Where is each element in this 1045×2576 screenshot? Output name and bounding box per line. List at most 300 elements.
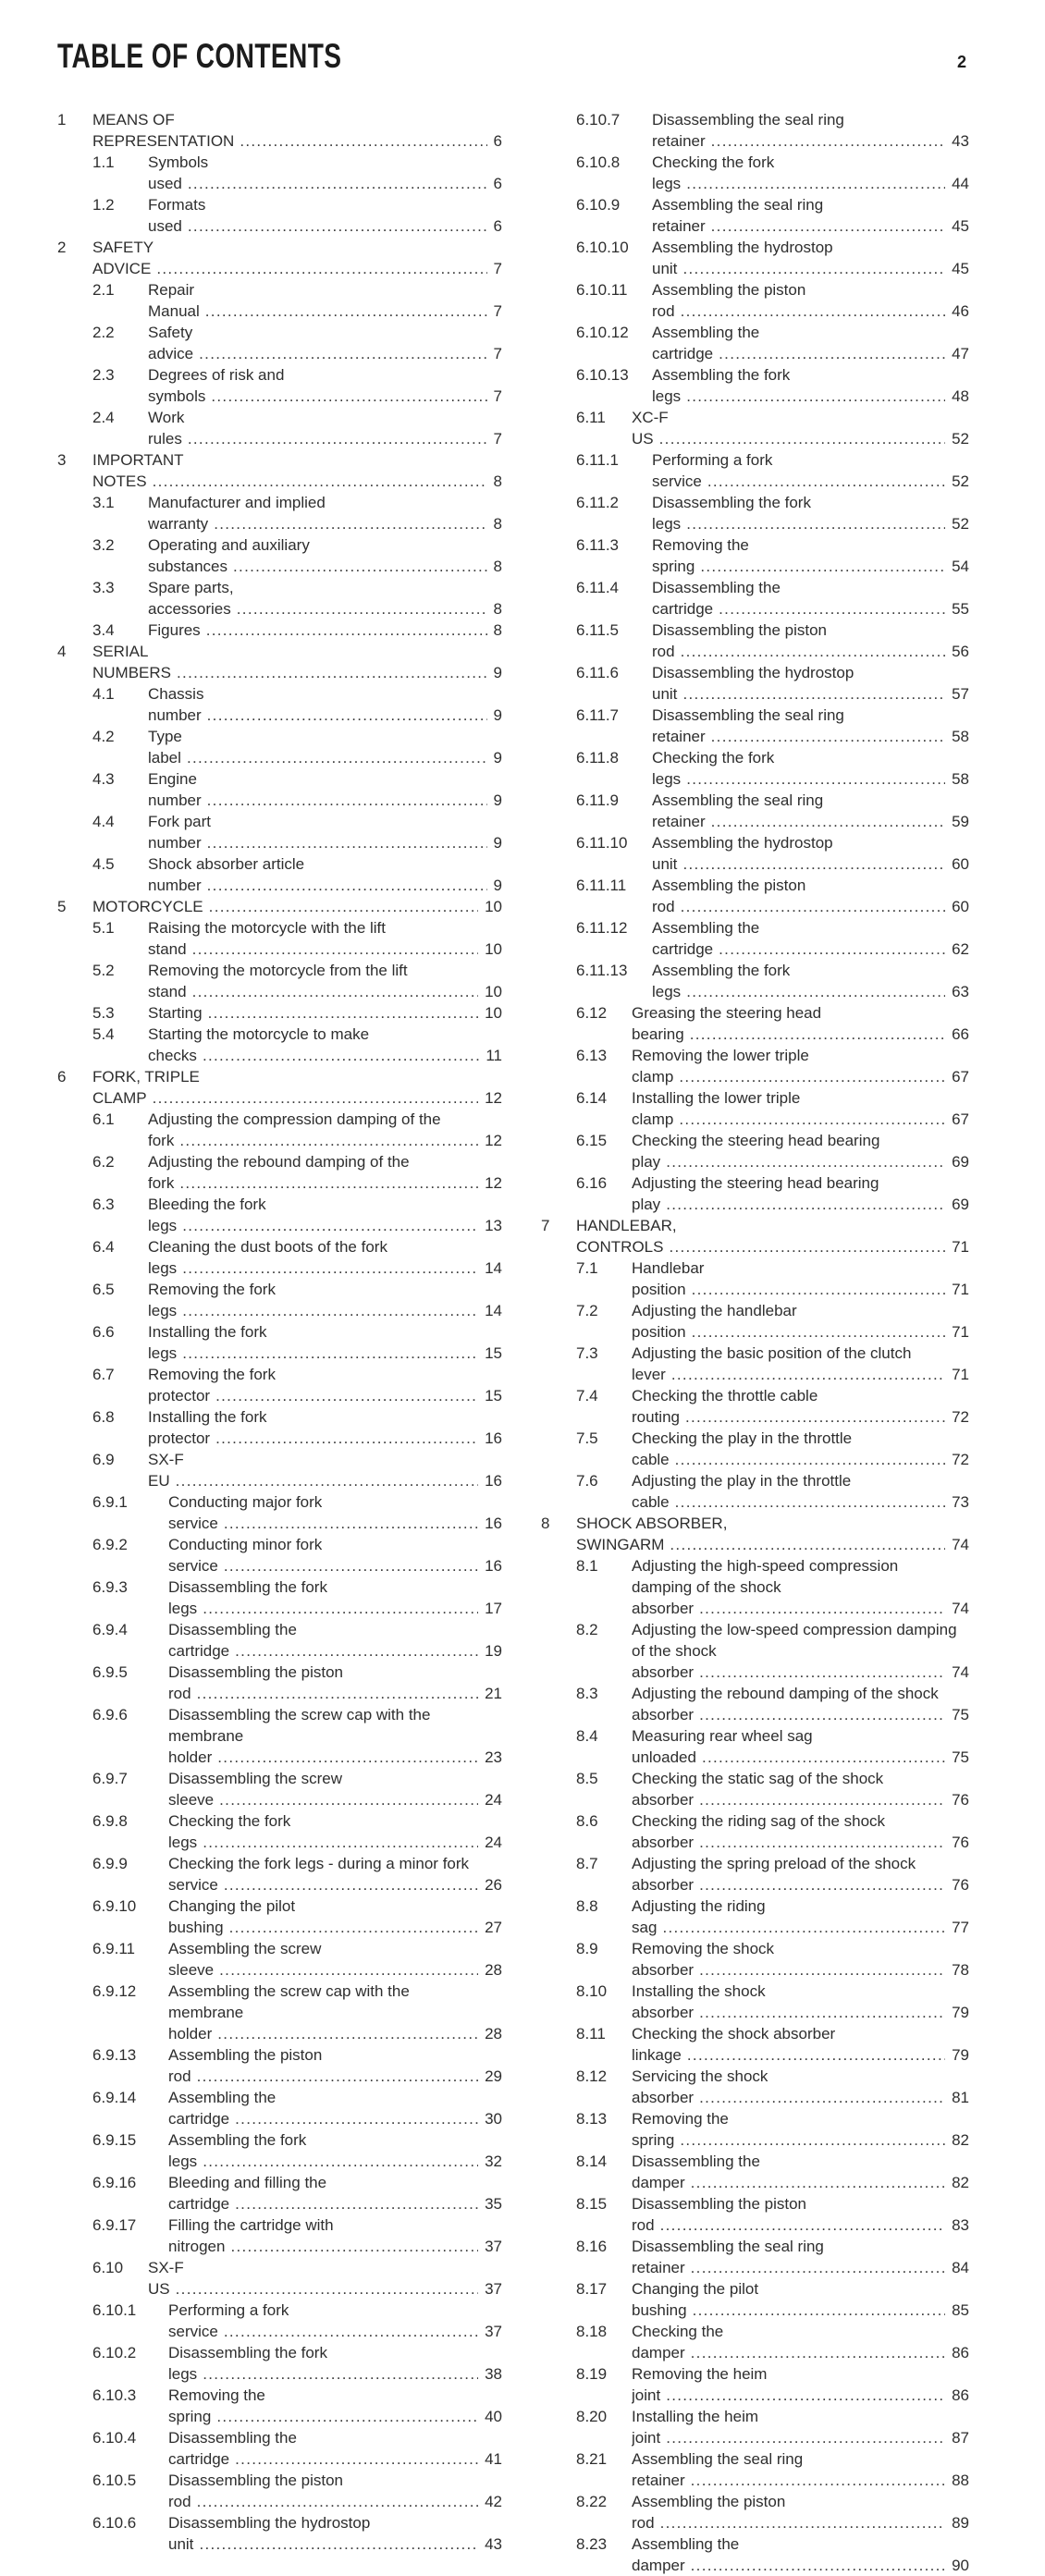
toc-entry-title: Assembling the seal ring retainer ..... [632, 2450, 969, 2489]
toc-entry-title: Checking the riding sag of the shock absorber ..... [632, 1812, 969, 1851]
toc-entry [541, 1343, 969, 1385]
toc-entry [541, 2066, 969, 2108]
toc-entry-number: 7.4 [576, 1387, 598, 1405]
toc-entry-page: 10 [478, 981, 502, 1002]
toc-entry-number: 6.11.13 [576, 962, 628, 979]
toc-entry-page: 40 [478, 2406, 502, 2427]
toc-entry-title: Assembling the hydrostop unit ..... [652, 834, 969, 873]
toc-entry-page: 12 [478, 1087, 502, 1109]
toc-entry-page: 41 [478, 2448, 502, 2470]
toc-entry-title: Adjusting the steering head bearing play ..... [632, 1174, 969, 1213]
page-title: TABLE OF CONTENTS [57, 37, 342, 75]
toc-entry-title: Disassembling the seal ring retainer ..... [652, 706, 969, 745]
toc-entry-page: 7 [487, 258, 502, 279]
toc-entry-number: 4.5 [92, 855, 115, 873]
toc-entry-number: 6.9.7 [92, 1770, 128, 1787]
toc-entry-number: 2.1 [92, 281, 115, 299]
toc-entry-page: 26 [478, 1874, 502, 1895]
toc-entry [57, 2044, 502, 2087]
toc-entry-title: Filling the cartridge with nitrogen ..... [168, 2216, 502, 2255]
toc-entry [57, 2470, 502, 2512]
toc-entry [57, 1236, 502, 1279]
toc-entry [541, 1981, 969, 2023]
toc-entry-title: Assembling the damper ..... [632, 2535, 969, 2574]
toc-entry-page: 9 [487, 832, 502, 853]
toc-entry-number: 6.10.2 [92, 2344, 137, 2361]
toc-entry-page: 13 [478, 1215, 502, 1236]
toc-entry [541, 2278, 969, 2321]
toc-entry-number: 1 [57, 111, 67, 129]
toc-entry [57, 2172, 502, 2214]
toc-entry-page: 9 [487, 790, 502, 811]
toc-entry-number: 8.18 [576, 2323, 608, 2340]
toc-entry-page: 59 [945, 811, 969, 832]
toc-entry-title: Adjusting the handlebar position ..... [632, 1302, 969, 1341]
toc-entry-number: 8.11 [576, 2025, 606, 2042]
toc-entry [541, 2363, 969, 2406]
toc-entry-number: 6.5 [92, 1281, 115, 1298]
toc-entry-page: 24 [478, 1789, 502, 1810]
toc-entry-page: 27 [478, 1917, 502, 1938]
toc-entry [541, 2406, 969, 2448]
toc-entry [541, 619, 969, 662]
toc-entry-number: 5 [57, 898, 67, 915]
toc-entry [541, 1002, 969, 1045]
toc-entry-number: 6.13 [576, 1047, 608, 1064]
toc-entry-page: 9 [487, 875, 502, 896]
toc-entry-number: 1.1 [92, 153, 115, 171]
toc-entry-page: 63 [945, 981, 969, 1002]
toc-entry-page: 71 [945, 1236, 969, 1257]
toc-entry [541, 534, 969, 577]
toc-entry [57, 1938, 502, 1981]
toc-entry-page: 8 [487, 619, 502, 641]
toc-entry-page: 69 [945, 1194, 969, 1215]
toc-entry [541, 790, 969, 832]
toc-entry-title: Measuring rear wheel sag unloaded ..... [632, 1727, 969, 1766]
toc-entry-title: Adjusting the high-speed compression damping of the shock absorber ..... [632, 1557, 969, 1617]
toc-entry-number: 6.9.3 [92, 1578, 128, 1596]
toc-entry-number: 6.9.17 [92, 2216, 137, 2234]
toc-entry [57, 1619, 502, 1662]
toc-entry-page: 45 [945, 215, 969, 237]
toc-entry-title: Disassembling the piston rod ..... [632, 2195, 969, 2234]
toc-entry [57, 407, 502, 449]
toc-entry-title: Raising the motorcycle with the lift stand ..... [148, 919, 502, 958]
toc-entry-number: 5.2 [92, 962, 115, 979]
toc-entry-title: Adjusting the low-speed compression damping of the shock absorber ..... [632, 1621, 969, 1681]
toc-entry [57, 619, 502, 641]
toc-entry-page: 88 [945, 2470, 969, 2491]
toc-entry-number: 6.10.4 [92, 2429, 137, 2447]
toc-entry-title: Disassembling the seal ring retainer ..... [632, 2238, 969, 2276]
toc-entry [541, 1087, 969, 1130]
toc-entry-title: Shock absorber article number ..... [148, 855, 502, 894]
toc-entry-title: Assembling the piston rod ..... [652, 281, 969, 320]
toc-entry-page: 45 [945, 258, 969, 279]
toc-entry-number: 6.9.12 [92, 1982, 137, 2000]
toc-entry-page: 57 [945, 683, 969, 705]
toc-entry-title: Assembling the screw cap with the membrane holder ..... [168, 1982, 502, 2042]
toc-entry-title: Adjusting the compression damping of the fork ..... [148, 1110, 502, 1149]
toc-entry-number: 6 [57, 1068, 67, 1086]
toc-entry-title: Assembling the cartridge ..... [652, 919, 969, 958]
toc-entry-title: Assembling the fork legs ..... [652, 366, 969, 405]
toc-entry-page: 79 [945, 2002, 969, 2023]
toc-entry-number: 6.9.9 [92, 1855, 128, 1872]
toc-entry-number: 8.8 [576, 1897, 598, 1915]
toc-entry-title: Disassembling the hydrostop unit ..... [168, 2514, 502, 2553]
toc-entry-title: Changing the pilot bushing ..... [168, 1897, 502, 1936]
toc-entry [57, 2342, 502, 2385]
toc-entry-page: 16 [478, 1470, 502, 1491]
toc-entry [57, 1321, 502, 1364]
toc-entry-number: 6.9 [92, 1451, 115, 1468]
toc-entry-page: 54 [945, 556, 969, 577]
toc-entry-page: 12 [478, 1172, 502, 1194]
toc-entry-title: Engine number ..... [148, 770, 502, 809]
toc-entry-page: 43 [478, 2533, 502, 2555]
toc-entry-number: 6.10.8 [576, 153, 621, 171]
toc-entry-title: Disassembling the cartridge ..... [652, 579, 969, 618]
toc-entry [57, 577, 502, 619]
toc-entry-page: 14 [478, 1257, 502, 1279]
toc-entry-page: 48 [945, 386, 969, 407]
toc-entry-page: 8 [487, 513, 502, 534]
toc-entry [57, 896, 502, 917]
toc-entry-number: 8.15 [576, 2195, 608, 2213]
toc-entry-title: Adjusting the rebound damping of the fork ..... [148, 1153, 502, 1192]
toc-entry [541, 1385, 969, 1428]
toc-entry-number: 6.11.11 [576, 877, 627, 894]
toc-entry-title: Assembling the piston rod ..... [168, 2046, 502, 2085]
toc-entry-title: Assembling the piston rod ..... [652, 877, 969, 915]
toc-entry-title: Greasing the steering head bearing ..... [632, 1004, 969, 1043]
toc-entry [541, 1895, 969, 1938]
toc-entry-page: 37 [478, 2278, 502, 2300]
toc-entry [541, 237, 969, 279]
toc-entry [541, 449, 969, 492]
toc-entry-page: 7 [487, 428, 502, 449]
toc-entry-number: 7.1 [576, 1259, 598, 1277]
toc-entry-page: 10 [478, 1002, 502, 1024]
toc-entry-page: 9 [487, 705, 502, 726]
toc-entry-title: Assembling the fork legs ..... [168, 2131, 502, 2170]
toc-entry-number: 8.10 [576, 1982, 608, 2000]
toc-entry-page: 71 [945, 1364, 969, 1385]
toc-entry-title: SHOCK ABSORBER, SWINGARM ..... [576, 1515, 969, 1553]
toc-entry-page: 89 [945, 2512, 969, 2533]
toc-entry-title: Disassembling the damper ..... [632, 2153, 969, 2191]
toc-entry-number: 2 [57, 239, 67, 256]
toc-entry-number: 8.23 [576, 2535, 608, 2553]
toc-entry-title: Handlebar position ..... [632, 1259, 969, 1298]
toc-entry-page: 44 [945, 173, 969, 194]
toc-entry-number: 2.3 [92, 366, 115, 384]
toc-entry-page: 21 [478, 1683, 502, 1704]
toc-entry-page: 75 [945, 1704, 969, 1725]
toc-entry [57, 2129, 502, 2172]
toc-entry-page: 52 [945, 471, 969, 492]
toc-entry-number: 6.14 [576, 1089, 608, 1107]
toc-entry [541, 2533, 969, 2576]
toc-entry-page: 76 [945, 1789, 969, 1810]
toc-entry-number: 6.9.14 [92, 2089, 137, 2106]
page-header [0, 0, 1045, 76]
toc-entry-number: 8.22 [576, 2493, 608, 2510]
toc-entry-page: 73 [945, 1491, 969, 1513]
toc-entry [57, 1853, 502, 1895]
toc-entry-number: 8.17 [576, 2280, 608, 2298]
toc-entry-title: Adjusting the riding sag ..... [632, 1897, 969, 1936]
toc-entry-number: 6.9.8 [92, 1812, 128, 1830]
toc-entry [57, 2427, 502, 2470]
toc-entry [541, 917, 969, 960]
toc-entry-number: 8.4 [576, 1727, 598, 1745]
toc-entry-page: 60 [945, 853, 969, 875]
toc-entry-title: Performing a fork service ..... [168, 2301, 502, 2340]
toc-entry-number: 6.9.10 [92, 1897, 137, 1915]
toc-entry [57, 1491, 502, 1534]
toc-entry-page: 10 [478, 938, 502, 960]
toc-entry [541, 1470, 969, 1513]
toc-entry-number: 6.7 [92, 1366, 115, 1383]
toc-entry-page: 43 [945, 130, 969, 152]
toc-entry-title: Checking the steering head bearing play ..... [632, 1132, 969, 1171]
toc-entry [57, 2257, 502, 2300]
toc-entry-page: 83 [945, 2214, 969, 2236]
toc-entry [541, 2151, 969, 2193]
toc-entry-title: SX-F US ..... [148, 2259, 502, 2298]
toc-entry-page: 86 [945, 2342, 969, 2363]
toc-entry-page: 30 [478, 2108, 502, 2129]
toc-entry-number: 6.11.7 [576, 706, 620, 724]
toc-entry-number: 6.11.10 [576, 834, 628, 852]
toc-entry [57, 2512, 502, 2555]
toc-entry-title: Servicing the shock absorber ..... [632, 2067, 969, 2106]
toc-entry-number: 6.3 [92, 1196, 115, 1213]
toc-entry-title: Cleaning the dust boots of the fork legs ..... [148, 1238, 502, 1277]
toc-entry-page: 12 [478, 1130, 502, 1151]
toc-entry [57, 237, 502, 279]
toc-entry-page: 6 [487, 215, 502, 237]
toc-entry-page: 16 [478, 1555, 502, 1576]
toc-entry [57, 1109, 502, 1151]
toc-entry [57, 1662, 502, 1704]
toc-entry-page: 90 [945, 2555, 969, 2576]
toc-entry-page: 47 [945, 343, 969, 364]
toc-entry-number: 4.4 [92, 813, 115, 830]
toc-entry [57, 1704, 502, 1768]
toc-entry [57, 683, 502, 726]
toc-entry [541, 1513, 969, 1555]
toc-entry-number: 8.9 [576, 1940, 598, 1957]
toc-entry [57, 1364, 502, 1406]
toc-entry-title: Performing a fork service ..... [652, 451, 969, 490]
toc-entry-page: 52 [945, 513, 969, 534]
toc-entry [57, 1895, 502, 1938]
toc-entry [57, 1768, 502, 1810]
toc-entry [541, 194, 969, 237]
toc-entry [57, 1406, 502, 1449]
toc-entry-number: 6.12 [576, 1004, 608, 1022]
toc-entry [57, 2385, 502, 2427]
toc-entry-number: 7.5 [576, 1429, 598, 1447]
toc-entry [541, 832, 969, 875]
toc-entry-page: 60 [945, 896, 969, 917]
toc-entry [541, 747, 969, 790]
toc-entry-title: Assembling the fork legs ..... [652, 962, 969, 1000]
toc-entry-title: Disassembling the fork legs ..... [652, 494, 969, 533]
toc-entry [541, 1683, 969, 1725]
toc-entry-number: 3.2 [92, 536, 115, 554]
toc-entry-title: Bleeding and filling the cartridge ..... [168, 2174, 502, 2213]
toc-entry-title: Disassembling the piston rod ..... [168, 2472, 502, 2510]
toc-entry-title: Assembling the seal ring retainer ..... [652, 791, 969, 830]
toc-entry-number: 6.10 [92, 2259, 124, 2276]
toc-entry-page: 8 [487, 471, 502, 492]
toc-entry-title: Disassembling the piston rod ..... [652, 621, 969, 660]
toc-entry-page: 62 [945, 938, 969, 960]
toc-entry-title: FORK, TRIPLE CLAMP ..... [92, 1068, 502, 1107]
toc-entry-title: Symbols used ..... [148, 153, 502, 192]
toc-entry-title: Removing the fork legs ..... [148, 1281, 502, 1319]
toc-entry-title: Bleeding the fork legs ..... [148, 1196, 502, 1234]
toc-entry-number: 8.3 [576, 1685, 598, 1702]
toc-entry [57, 917, 502, 960]
toc-entry-page: 76 [945, 1832, 969, 1853]
toc-entry-number: 6.10.12 [576, 324, 629, 341]
toc-entry-title: Removing the spring ..... [652, 536, 969, 575]
toc-entry-title: Disassembling the cartridge ..... [168, 2429, 502, 2468]
toc-entry-page: 75 [945, 1747, 969, 1768]
toc-entry [57, 1810, 502, 1853]
toc-entry-title: Removing the fork protector ..... [148, 1366, 502, 1405]
toc-entry-title: Assembling the cartridge ..... [652, 324, 969, 362]
toc-entry-number: 6.4 [92, 1238, 115, 1256]
toc-entry-page: 11 [479, 1045, 502, 1066]
toc-entry [541, 152, 969, 194]
toc-entry [541, 577, 969, 619]
toc-entry-title: Adjusting the spring preload of the shock absorber ..... [632, 1855, 969, 1894]
toc-entry-page: 8 [487, 598, 502, 619]
toc-entry-title: Formats used ..... [148, 196, 502, 235]
toc-entry [57, 364, 502, 407]
toc-entry-title: Removing the spring ..... [632, 2110, 969, 2149]
toc-entry [57, 194, 502, 237]
toc-entry-page: 84 [945, 2257, 969, 2278]
toc-entry-number: 8.7 [576, 1855, 598, 1872]
toc-entry-number: 2.4 [92, 409, 115, 426]
toc-entry-number: 6.2 [92, 1153, 115, 1171]
toc-entry-page: 71 [945, 1321, 969, 1343]
toc-entry-number: 6.10.6 [92, 2514, 137, 2532]
toc-entry-title: Changing the pilot bushing ..... [632, 2280, 969, 2319]
toc-entry [541, 364, 969, 407]
toc-entry-number: 6.10.5 [92, 2472, 137, 2489]
toc-entry-number: 6.10.10 [576, 239, 629, 256]
toc-entry-page: 78 [945, 1959, 969, 1981]
toc-entry-number: 8.19 [576, 2365, 608, 2383]
toc-entry-page: 16 [478, 1428, 502, 1449]
toc-entry-page: 79 [945, 2044, 969, 2066]
toc-entry [541, 1853, 969, 1895]
toc-entry-title: XC-F US ..... [632, 409, 969, 448]
toc-entry-title: HANDLEBAR, CONTROLS ..... [576, 1217, 969, 1256]
toc-entry-number: 8.1 [576, 1557, 598, 1575]
toc-entry-title: Fork part number ..... [148, 813, 502, 852]
toc-entry-number: 8.13 [576, 2110, 608, 2128]
toc-entry-number: 6.9.1 [92, 1493, 128, 1511]
toc-entry [541, 279, 969, 322]
toc-entry-page: 81 [945, 2087, 969, 2108]
toc-entry-page: 77 [945, 1917, 969, 1938]
toc-entry-page: 52 [945, 428, 969, 449]
toc-entry-number: 8.21 [576, 2450, 608, 2468]
toc-entry-number: 6.9.13 [92, 2046, 137, 2064]
toc-entry [57, 1576, 502, 1619]
toc-entry-page: 28 [478, 2023, 502, 2044]
toc-entry [57, 2300, 502, 2342]
toc-entry [57, 768, 502, 811]
toc-entry-page: 74 [945, 1662, 969, 1683]
toc-entry [57, 152, 502, 194]
toc-entry-number: 4.3 [92, 770, 115, 788]
toc-entry [57, 960, 502, 1002]
toc-entry-page: 55 [945, 598, 969, 619]
toc-entry-number: 6.11.8 [576, 749, 620, 767]
toc-entry-title: Checking the fork legs ..... [168, 1812, 502, 1851]
toc-entry-title: Assembling the cartridge ..... [168, 2089, 502, 2128]
toc-entry-title: SX-F EU ..... [148, 1451, 502, 1490]
toc-entry-number: 7 [541, 1217, 550, 1234]
toc-entry-number: 6.9.16 [92, 2174, 137, 2191]
toc-entry-title: Spare parts, accessories ..... [148, 579, 502, 618]
toc-entry-title: Disassembling the piston rod ..... [168, 1663, 502, 1702]
toc-entry-title: Removing the lower triple clamp ..... [632, 1047, 969, 1086]
toc-entry-page: 72 [945, 1449, 969, 1470]
toc-entry [57, 1024, 502, 1066]
toc-entry [541, 960, 969, 1002]
toc-entry [57, 109, 502, 152]
toc-entry-title: SAFETY ADVICE ..... [92, 239, 502, 277]
toc-entry [57, 726, 502, 768]
toc-entry-page: 17 [478, 1598, 502, 1619]
toc-entry-title: Disassembling the hydrostop unit ..... [652, 664, 969, 703]
toc-entry-number: 6.8 [92, 1408, 115, 1426]
toc-entry [57, 1194, 502, 1236]
toc-entry-number: 6.15 [576, 1132, 608, 1149]
toc-entry-page: 71 [945, 1279, 969, 1300]
toc-entry [57, 2214, 502, 2257]
toc-entry-title: Removing the heim joint ..... [632, 2365, 969, 2404]
toc-entry [541, 662, 969, 705]
toc-entry-number: 3 [57, 451, 67, 469]
toc-entry [541, 1300, 969, 1343]
toc-entry-page: 35 [478, 2193, 502, 2214]
toc-entry-title: Checking the static sag of the shock absorber ..... [632, 1770, 969, 1809]
toc-entry-page: 67 [945, 1066, 969, 1087]
toc-entry-number: 6.10.9 [576, 196, 621, 214]
toc-entry-page: 32 [478, 2151, 502, 2172]
toc-entry-page: 66 [945, 1024, 969, 1045]
toc-entry-number: 3.3 [92, 579, 115, 596]
toc-entry-title: Disassembling the cartridge ..... [168, 1621, 502, 1660]
toc-entry [57, 1066, 502, 1109]
toc-entry-number: 5.1 [92, 919, 115, 937]
toc-entry [541, 875, 969, 917]
toc-entry-number: 6.9.4 [92, 1621, 128, 1638]
